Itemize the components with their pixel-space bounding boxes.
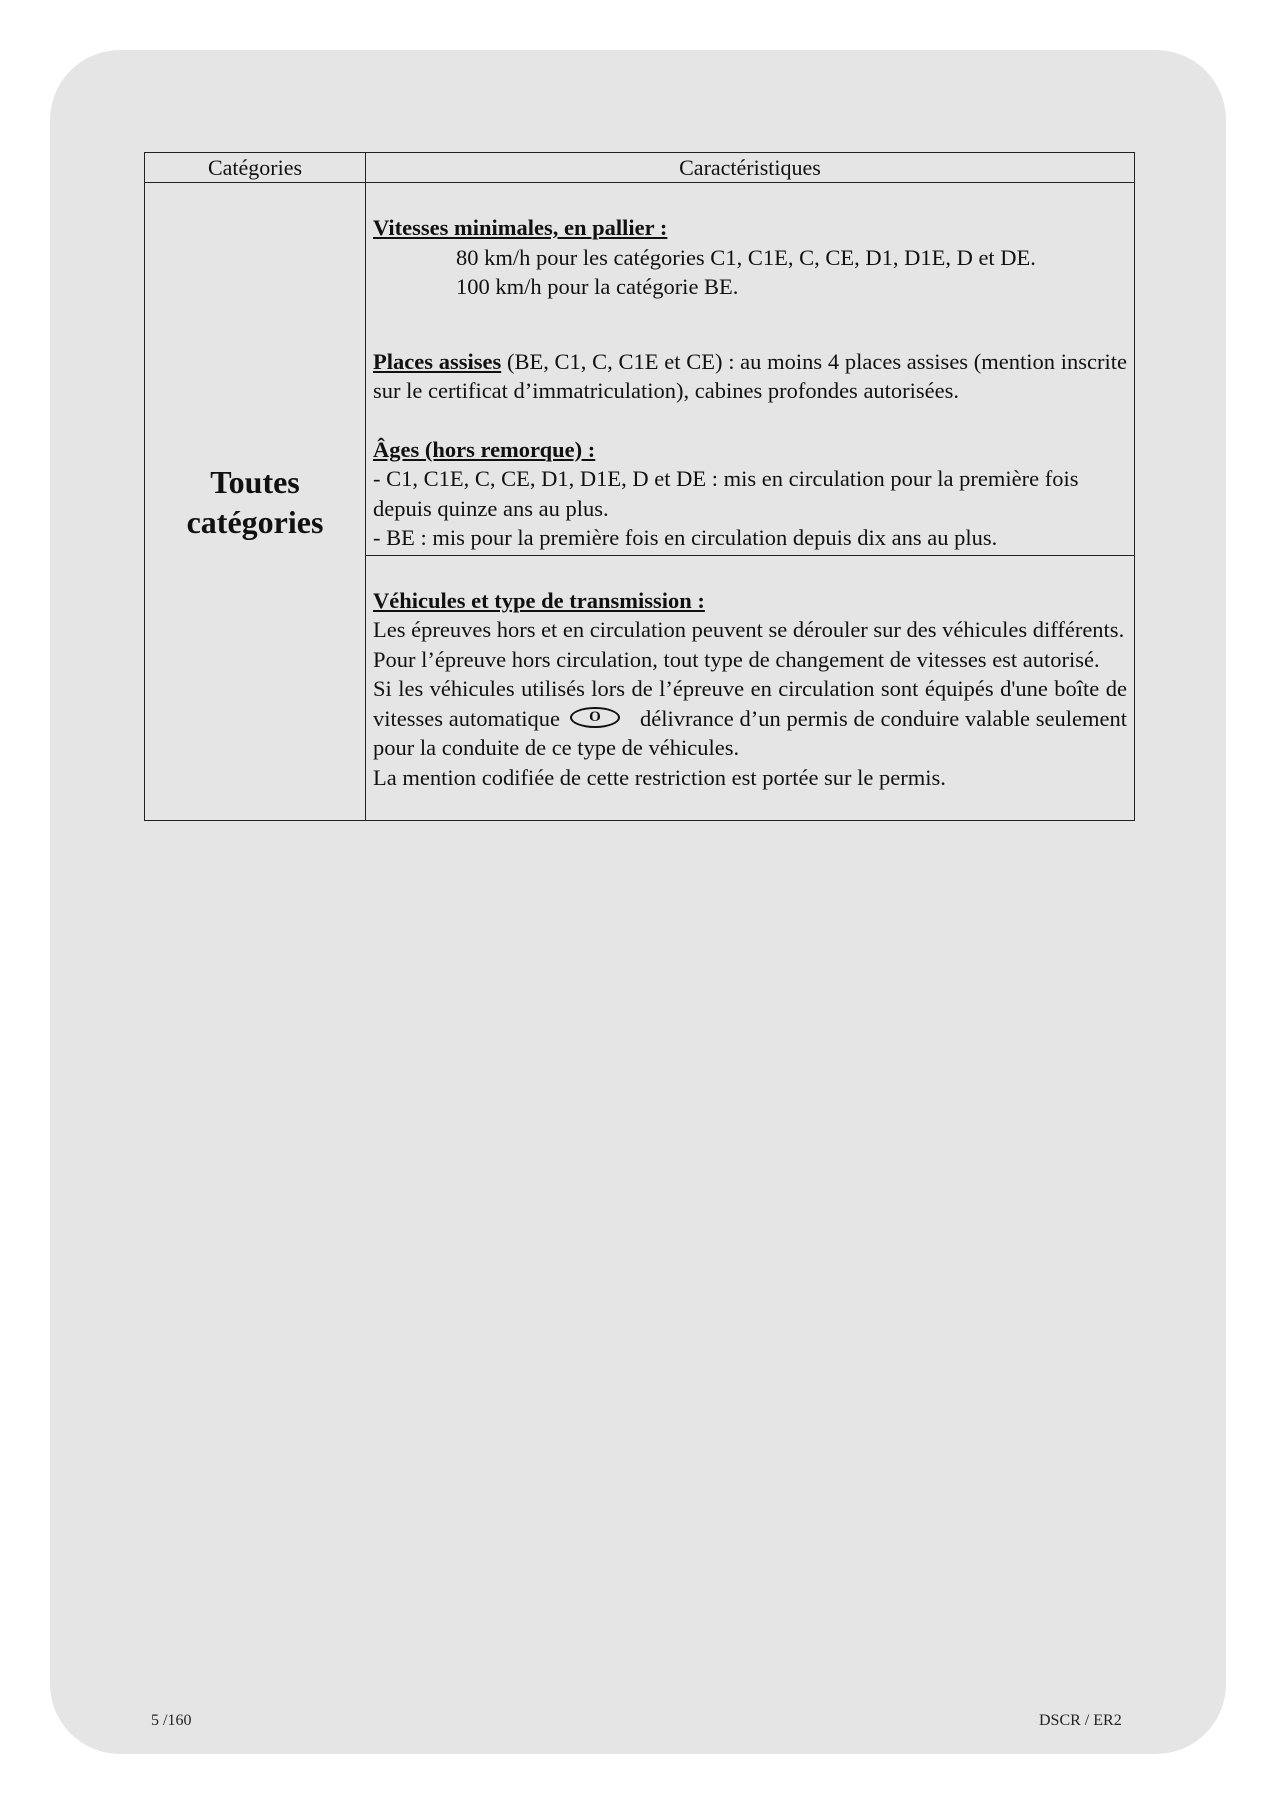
ages-heading: Âges (hors remorque) : [373,436,596,462]
speeds-line2: 100 km/h pour la catégorie BE. [456,274,739,299]
seats-heading: Places assises [373,348,502,374]
footer-reference: DSCR / ER2 [1039,1712,1122,1729]
characteristics-cell-vehicles [366,555,1135,821]
header-characteristics: Caractéristiques [366,153,1135,183]
characteristics-table [144,152,1135,821]
category-label-line2: catégories [186,503,324,540]
characteristics-cell-general [366,183,1135,556]
vehicles-para3 [373,674,1127,763]
vehicles-para1: Les épreuves hors et en circulation peuvent se dérouler sur des véhicules différents. [373,617,1125,642]
category-cell [145,183,366,821]
seats-text: (BE, C1, C, C1E et CE) : au moins 4 places assises (mention inscrite sur le certificat d’immatriculation), cabines profondes autorisées. [373,348,1127,403]
vehicles-para4: La mention codifiée de cette restriction est portée sur le permis. [373,764,946,790]
ages-line2: - BE : mis pour la première fois en circulation depuis dix ans au plus. [373,525,998,550]
automatic-gearbox-icon: O [570,707,620,728]
footer-page-number: 5 /160 [151,1712,192,1729]
vehicles-para2: Pour l’épreuve hors circulation, tout type de changement de vitesses est autorisé. [373,646,1100,672]
table-header-row [145,153,1135,183]
header-categories: Catégories [145,153,366,183]
vehicles-para3-before: Si les véhicules utilisés lors de l’épreuve en circulation sont équipés d'une boîte de vitesses automatique [373,676,1127,731]
speeds-heading: Vitesses minimales, en pallier : [373,215,668,240]
ages-line1: - C1, C1E, C, CE, D1, D1E, D et DE : mis en circulation pour la première fois depuis quinze ans au plus. [373,466,1079,521]
speeds-line1: 80 km/h pour les catégories C1, C1E, C, CE, D1, D1E, D et DE. [456,244,1036,270]
seats-paragraph [373,347,1127,406]
vehicles-heading: Véhicules et type de transmission : [373,587,705,613]
vehicles-para3-after: délivrance d’un permis de conduire valable seulement pour la conduite de ce type de véhicules. [373,705,1127,760]
category-label-line1: Toutes [210,463,300,500]
table-row [145,183,1135,556]
